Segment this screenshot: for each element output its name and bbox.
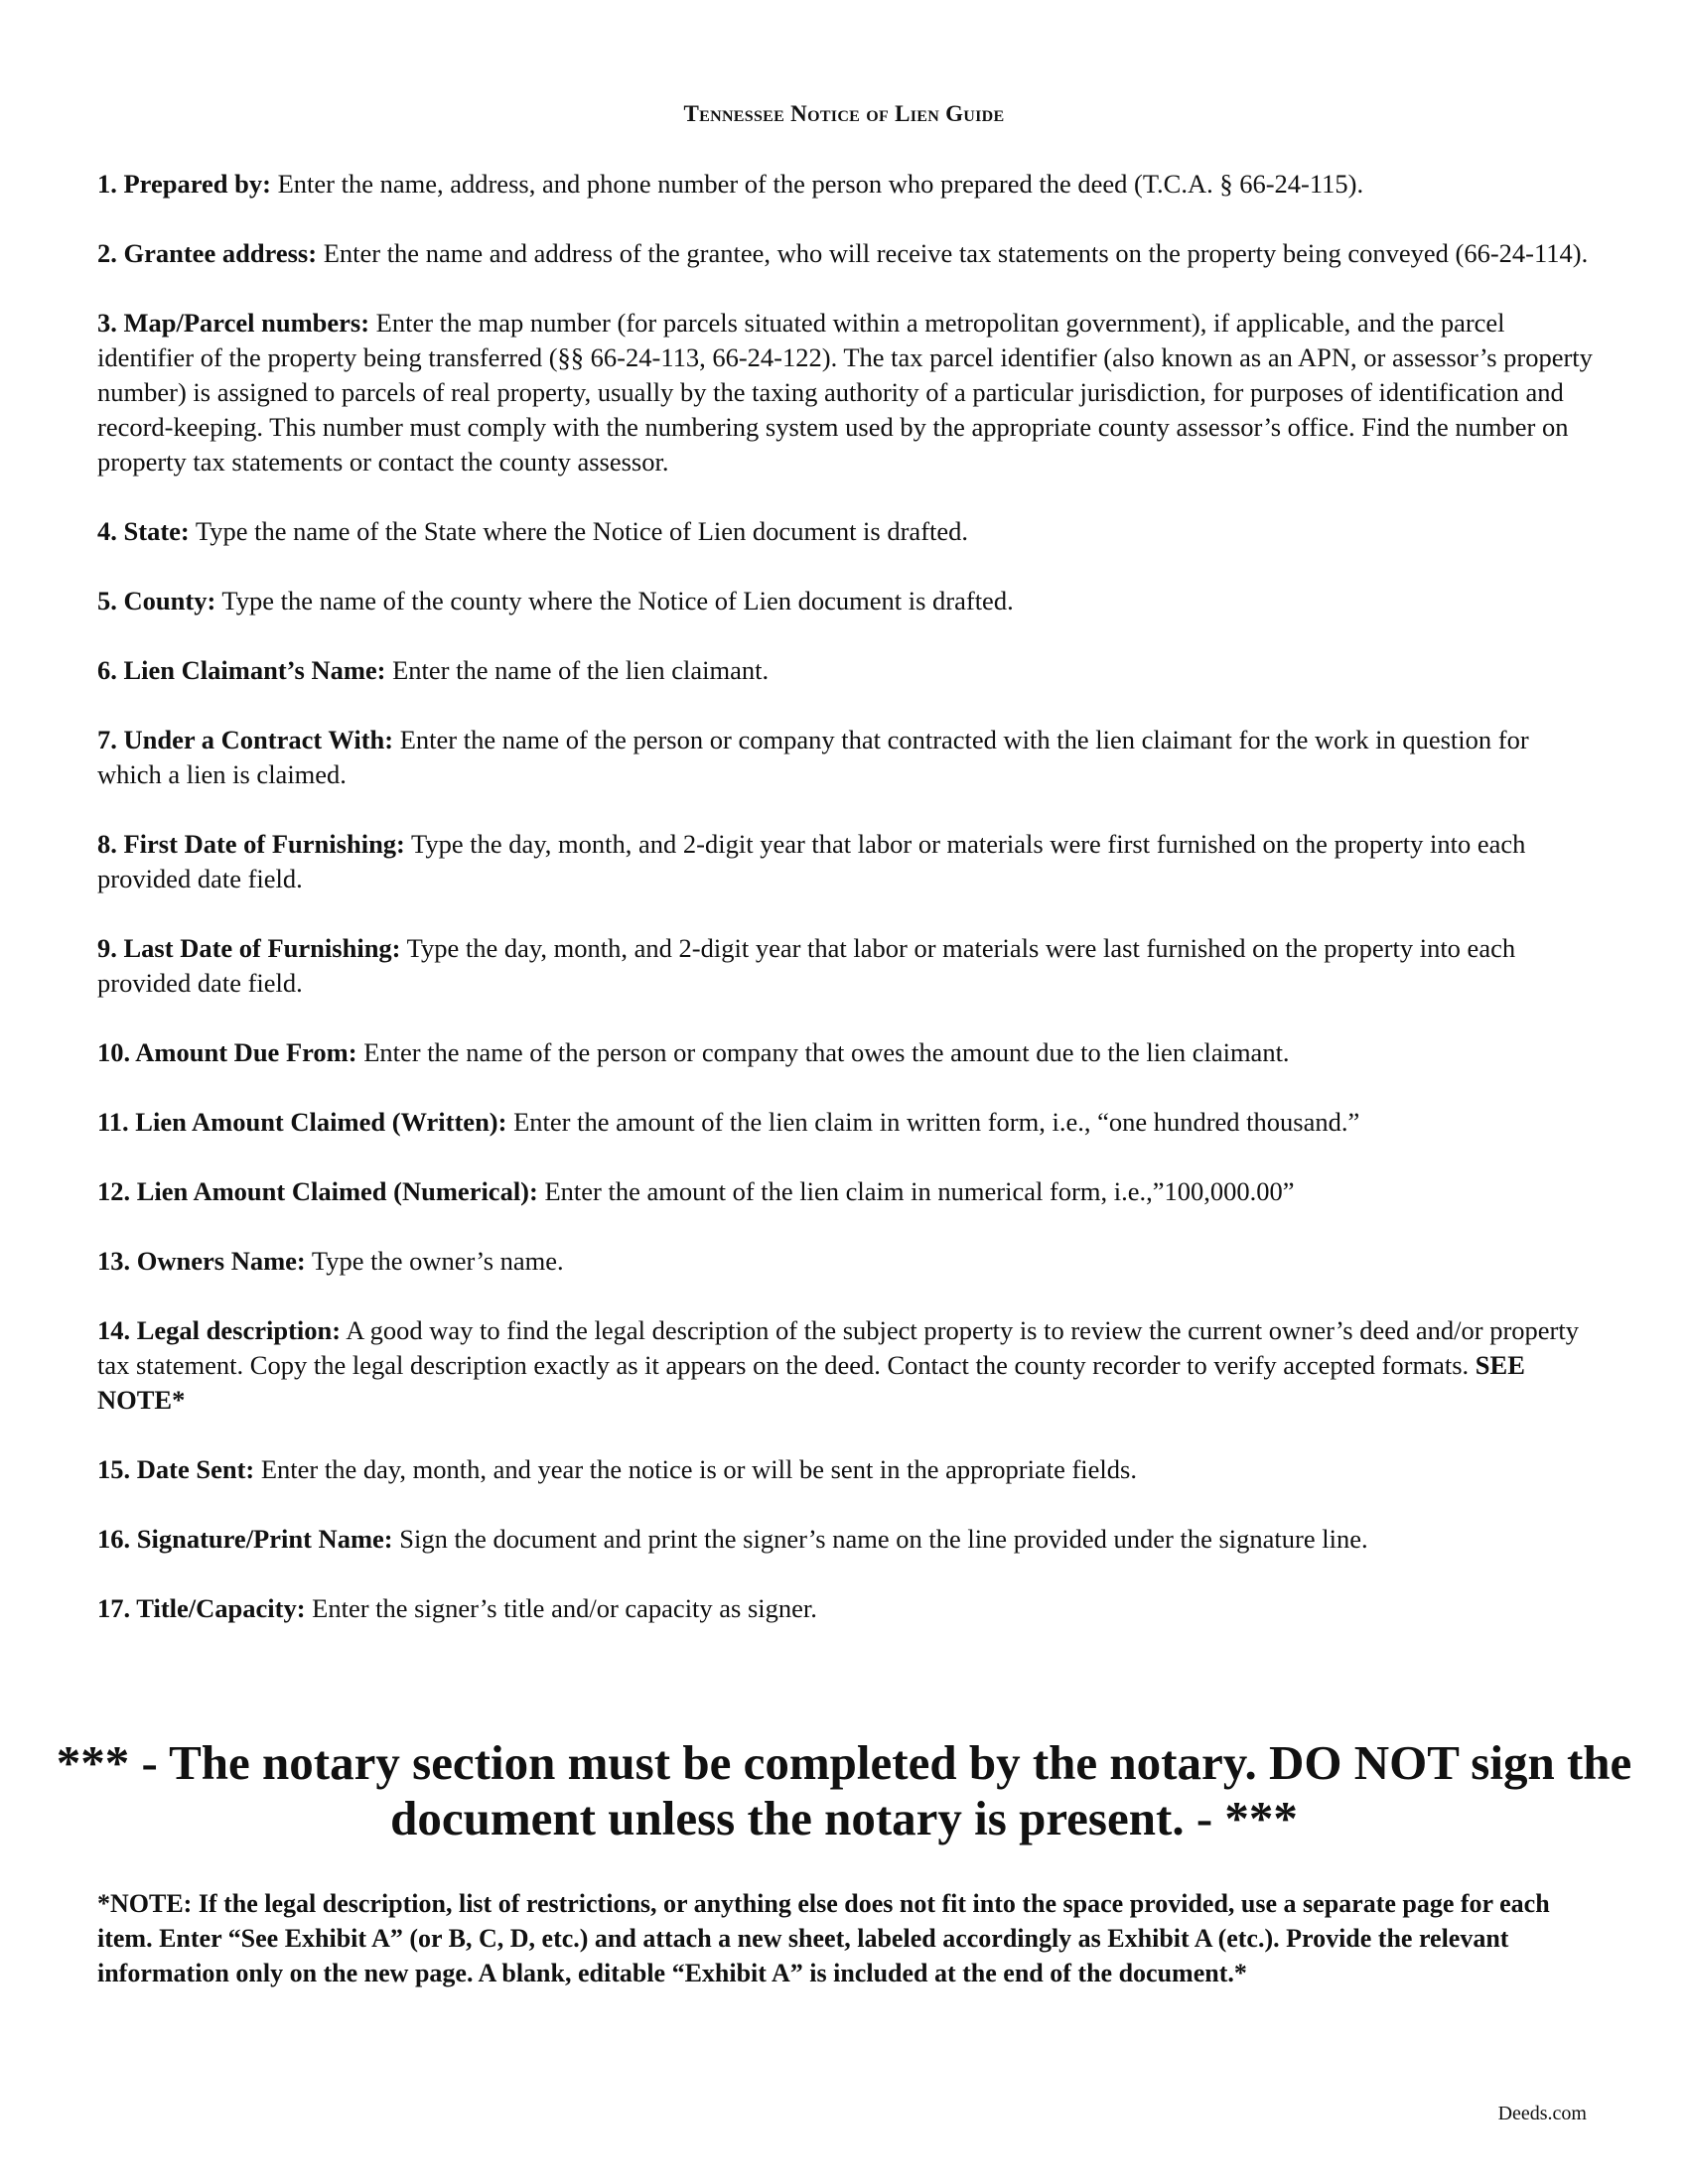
item-text: Sign the document and print the signer’s name on the line provided under the signature line.	[392, 1524, 1368, 1554]
item-text: Type the name of the county where the Notice of Lien document is drafted.	[215, 586, 1014, 615]
item-label: 15. Date Sent:	[97, 1454, 255, 1484]
item-label: 6. Lien Claimant’s Name:	[97, 655, 386, 685]
instruction-item	[97, 167, 1597, 202]
item-label: 5. County:	[97, 586, 216, 615]
item-label: 1. Prepared by:	[97, 169, 271, 199]
item-label: 16. Signature/Print Name:	[97, 1524, 393, 1554]
item-label: 14. Legal description:	[97, 1315, 342, 1345]
item-text: Type the name of the State where the Notice of Lien document is drafted.	[189, 516, 969, 546]
item-label: 2. Grantee address:	[97, 238, 318, 268]
instruction-item	[97, 827, 1597, 896]
item-text: Enter the signer’s title and/or capacity as signer.	[305, 1593, 817, 1623]
item-text: Enter the name of the person or company that contracted with the lien claimant for the work in question for which a lien is claimed.	[97, 725, 1529, 789]
footer-brand: Deeds.com	[1497, 2103, 1587, 2124]
item-text: Type the owner’s name.	[305, 1246, 564, 1276]
item-text: Enter the name, address, and phone number of the person who prepared the deed (T.C.A. § 66-24-115).	[270, 169, 1364, 199]
item-text: Enter the name of the person or company that owes the amount due to the lien claimant.	[356, 1037, 1290, 1067]
instruction-item	[97, 1105, 1597, 1140]
see-note-reference: SEE NOTE*	[97, 1350, 1525, 1415]
instruction-item	[97, 1174, 1597, 1209]
instruction-item	[97, 1522, 1597, 1557]
item-label: 12. Lien Amount Claimed (Numerical):	[97, 1176, 538, 1206]
item-text: Type the day, month, and 2-digit year that labor or materials were last furnished on the property into each provided date field.	[97, 933, 1516, 998]
item-text: A good way to find the legal description of the subject property is to review the current owner’s deed and/or property tax statement. Copy the legal description exactly as it appears on the deed. Contact the county recorder to verify accepted formats.	[97, 1315, 1579, 1380]
instruction-item	[97, 723, 1597, 792]
instruction-item	[97, 931, 1597, 1001]
instruction-item	[97, 236, 1597, 271]
instruction-item	[97, 514, 1597, 549]
instruction-item	[97, 584, 1597, 618]
instruction-list	[97, 167, 1597, 1661]
item-label: 17. Title/Capacity:	[97, 1593, 306, 1623]
item-label: 13. Owners Name:	[97, 1246, 306, 1276]
item-label: 8. First Date of Furnishing:	[97, 829, 405, 859]
instruction-item	[97, 1591, 1597, 1626]
item-text: Enter the name of the lien claimant.	[385, 655, 770, 685]
item-label: 4. State:	[97, 516, 190, 546]
item-label: 7. Under a Contract With:	[97, 725, 394, 754]
notary-warning: *** - The notary section must be completed by the notary. DO NOT sign the document unless the notary is present. - ***	[56, 1735, 1632, 1845]
instruction-item	[97, 653, 1597, 688]
item-text: Enter the amount of the lien claim in written form, i.e., “one hundred thousand.”	[506, 1107, 1360, 1137]
item-label: 9. Last Date of Furnishing:	[97, 933, 401, 963]
instruction-item	[97, 1313, 1597, 1418]
item-text: Type the day, month, and 2-digit year that labor or materials were first furnished on the property into each provided date field.	[97, 829, 1526, 893]
item-text: Enter the name and address of the grantee, who will receive tax statements on the property being conveyed (66-24-114).	[317, 238, 1589, 268]
item-text: Enter the map number (for parcels situated within a metropolitan government), if applicable, and the parcel identifier of the property being transferred (§§ 66-24-113, 66-24-122). The tax parcel identifier (also known as an APN, or assessor’s property number) is assigned to parcels of real property, usually by the taxing authority of a particular jurisdiction, for purposes of identification and record-keeping. This number must comply with the numbering system used by the appropriate county assessor’s office. Find the number on property tax statements or contact the county assessor.	[97, 308, 1593, 477]
item-text: Enter the amount of the lien claim in numerical form, i.e.,”100,000.00”	[537, 1176, 1295, 1206]
instruction-item	[97, 1035, 1597, 1070]
instruction-item	[97, 1452, 1597, 1487]
item-label: 11. Lien Amount Claimed (Written):	[97, 1107, 507, 1137]
document-title: Tennessee Notice of Lien Guide	[683, 101, 1005, 126]
instruction-item	[97, 1244, 1597, 1279]
item-label: 3. Map/Parcel numbers:	[97, 308, 370, 338]
instruction-item	[97, 306, 1597, 479]
item-text: Enter the day, month, and year the notice is or will be sent in the appropriate fields.	[254, 1454, 1137, 1484]
exhibit-note: *NOTE: If the legal description, list of restrictions, or anything else does not fit into the space provided, use a separate page for each item. Enter “See Exhibit A” (or B, C, D, etc.) and attach a new sheet, labeled accordingly as Exhibit A (etc.). Provide the relevant information only on the new page. A blank, editable “Exhibit A” is included at the end of the document.*	[97, 1889, 1550, 1987]
item-label: 10. Amount Due From:	[97, 1037, 357, 1067]
